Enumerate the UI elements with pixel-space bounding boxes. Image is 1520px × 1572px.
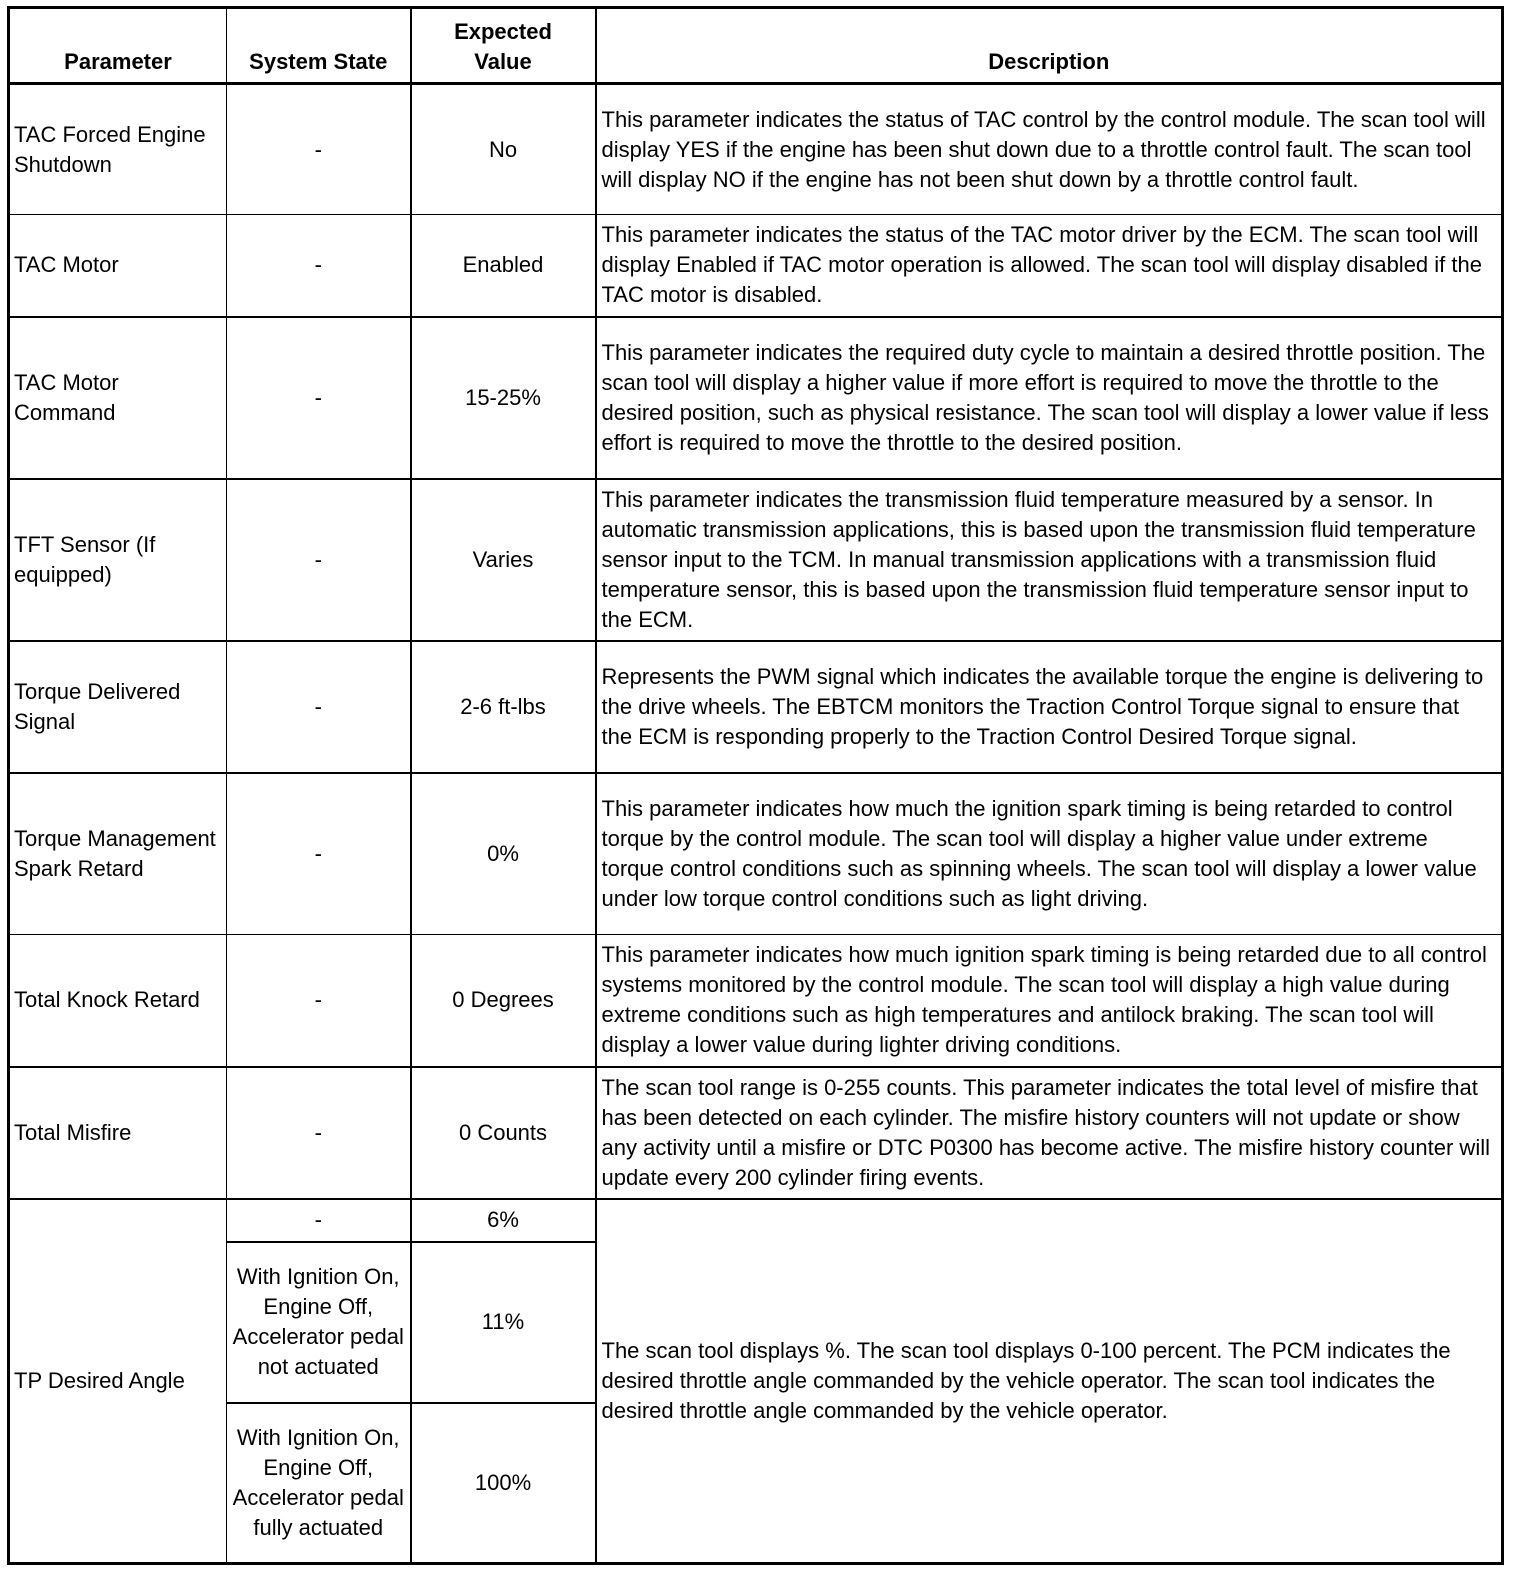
header-expected-value — [411, 8, 596, 84]
description-cell: This parameter indicates how much ignition spark timing is being retarded due to all control systems monitored by the control module. The scan tool will display a high value during extreme conditions such as high temperatures and antilock braking. The scan tool will display a lower value during lighter driving conditions. — [596, 935, 1503, 1067]
description-cell: This parameter indicates how much the ignition spark timing is being retarded to control torque by the control module. The scan tool will display a higher value under extreme torque control conditions such as spinning wheels. The scan tool will display a lower value under low torque control conditions such as light driving. — [596, 773, 1503, 935]
expected-value-cell: 15-25% — [411, 317, 596, 479]
parameter-cell: TAC Forced Engine Shutdown — [9, 84, 227, 215]
table-body — [9, 84, 1503, 1564]
expected-value-cell: 0 Counts — [411, 1067, 596, 1199]
system-state-cell: - — [227, 479, 411, 641]
table-header — [9, 8, 1503, 84]
expected-value-cell: 0% — [411, 773, 596, 935]
description-cell: This parameter indicates the status of the TAC motor driver by the ECM. The scan tool will display Enabled if TAC motor operation is allowed. The scan tool will display disabled if the TAC motor is disabled. — [596, 215, 1503, 317]
table-row — [9, 641, 1503, 773]
system-state-cell: - — [227, 215, 411, 317]
scan-tool-data-table — [7, 6, 1504, 1565]
system-state-cell: - — [227, 1067, 411, 1199]
expected-value-cell: 6% — [411, 1199, 596, 1242]
description-cell: The scan tool range is 0-255 counts. This parameter indicates the total level of misfire that has been detected on each cylinder. The misfire history counters will not update or show any activity until a misfire or DTC P0300 has become active. The misfire history counter will update every 200 cylinder firing events. — [596, 1067, 1503, 1199]
system-state-cell: - — [227, 935, 411, 1067]
expected-value-cell: 100% — [411, 1403, 596, 1564]
header-description: Description — [596, 8, 1503, 84]
description-cell: The scan tool displays %. The scan tool displays 0-100 percent. The PCM indicates the desired throttle angle commanded by the vehicle operator. The scan tool indicates the desired throttle angle commanded by the vehicle operator. — [596, 1199, 1503, 1564]
system-state-cell: - — [227, 773, 411, 935]
expected-value-cell: 2-6 ft-lbs — [411, 641, 596, 773]
table-row — [9, 935, 1503, 1067]
parameter-cell: Total Knock Retard — [9, 935, 227, 1067]
header-row — [9, 8, 1503, 84]
parameter-cell: Torque Delivered Signal — [9, 641, 227, 773]
system-state-cell: With Ignition On, Engine Off, Accelerator pedal fully actuated — [227, 1403, 411, 1564]
parameter-cell: TFT Sensor (If equipped) — [9, 479, 227, 641]
table-row — [9, 84, 1503, 215]
description-cell: This parameter indicates the status of TAC control by the control module. The scan tool will display YES if the engine has been shut down due to a throttle control fault. The scan tool will display NO if the engine has not been shut down by a throttle control fault. — [596, 84, 1503, 215]
system-state-cell: - — [227, 641, 411, 773]
parameter-cell: TAC Motor Command — [9, 317, 227, 479]
system-state-cell: - — [227, 317, 411, 479]
expected-value-cell: 0 Degrees — [411, 935, 596, 1067]
table-row-tp-desired-angle — [9, 1199, 1503, 1242]
expected-value-cell: 11% — [411, 1242, 596, 1403]
parameter-cell: Total Misfire — [9, 1067, 227, 1199]
description-cell: This parameter indicates the transmission fluid temperature measured by a sensor. In automatic transmission applications, this is based upon the transmission fluid temperature sensor input to the TCM. In manual transmission applications with a transmission fluid temperature sensor, this is based upon the transmission fluid temperature sensor input to the ECM. — [596, 479, 1503, 641]
header-parameter: Parameter — [9, 8, 227, 84]
header-system-state: System State — [227, 8, 411, 84]
description-cell: This parameter indicates the required duty cycle to maintain a desired throttle position. The scan tool will display a higher value if more effort is required to move the throttle to the desired position, such as physical resistance. The scan tool will display a lower value if less effort is required to move the throttle to the desired position. — [596, 317, 1503, 479]
expected-value-cell: Varies — [411, 479, 596, 641]
table-row — [9, 215, 1503, 317]
description-cell: Represents the PWM signal which indicates the available torque the engine is delivering to the drive wheels. The EBTCM monitors the Traction Control Torque signal to ensure that the ECM is responding properly to the Traction Control Desired Torque signal. — [596, 641, 1503, 773]
system-state-cell: - — [227, 84, 411, 215]
header-expected-value-label: Expected Value — [454, 19, 552, 74]
system-state-cell: With Ignition On, Engine Off, Accelerator pedal not actuated — [227, 1242, 411, 1403]
table-row — [9, 1067, 1503, 1199]
parameter-cell: Torque Management Spark Retard — [9, 773, 227, 935]
parameter-cell: TP Desired Angle — [9, 1199, 227, 1564]
table-row — [9, 479, 1503, 641]
expected-value-cell: Enabled — [411, 215, 596, 317]
expected-value-cell: No — [411, 84, 596, 215]
system-state-cell: - — [227, 1199, 411, 1242]
table-row — [9, 317, 1503, 479]
table-row — [9, 773, 1503, 935]
parameter-cell: TAC Motor — [9, 215, 227, 317]
